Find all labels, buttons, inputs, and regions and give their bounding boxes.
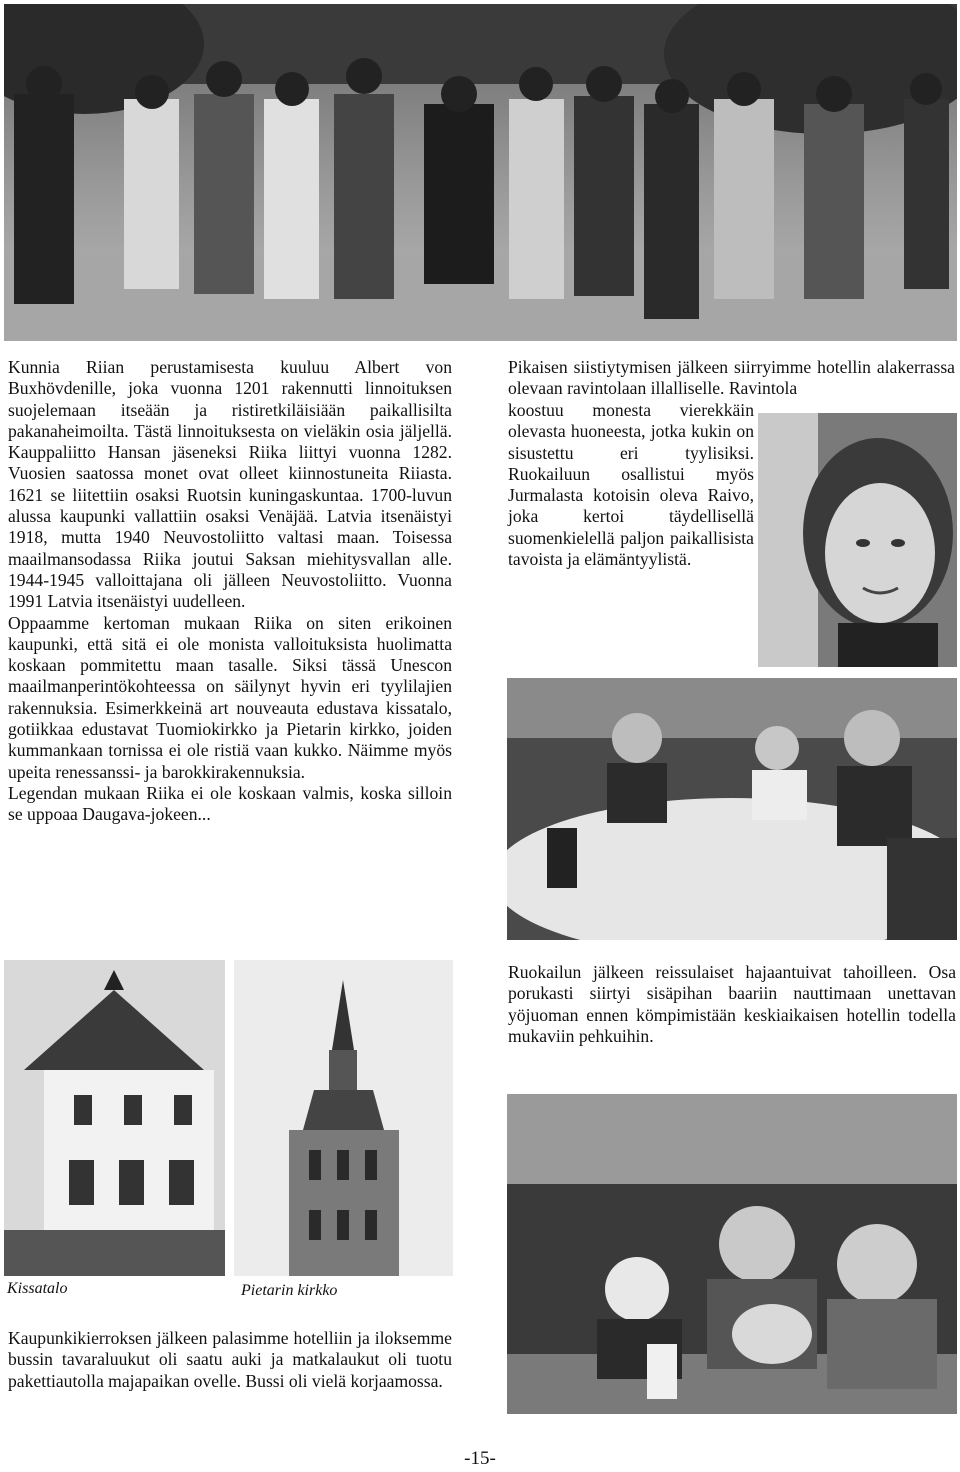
history-paragraph: Kunnia Riian perustamisesta kuuluu Albert von Buxhövdenille, joka vuonna 1201 rakennutti linnoituksen suojelemaan itseään ja ristiretkiläisiään paikallisilta pakanaheimoilta. Tästä linnoituksesta on vieläkin osia jäljellä. Kauppaliitto Hansan jäseneksi Riika liittyi vuonna 1282. Vuosien saatossa monet ovat olleet kiinnostuneita Riiasta. 1621 se liitettiin osaksi Ruotsin kuningaskuntaa. 1700-luvun alussa kaupunki vallattiin osaksi Venäjää. Latvia itsenäistyi 1918, mutta 1940 Neuvostoliitto valtasi maan. Toisessa maailmansodassa Riika joutui Saksan miehitysvallan alle. 1944-1945 valloittajana oli jälleen Neuvostoliitto. Vuonna 1991 Latvia itsenäistyi uudelleen. (8, 357, 452, 612)
guide-portrait-photo (758, 413, 957, 667)
dinner-image (507, 678, 957, 940)
pietarin-kirkko-photo (234, 960, 453, 1276)
bottom-left-text: Kaupunkikierroksen jälkeen palasimme hotelliin ja iloksemme bussin tavaraluukut oli saatu auki ja matkalaukut oli tuotu pakettiautolla majapaikan ovelle. Bussi oli vielä korjaamossa. (8, 1328, 452, 1391)
pietarin-kirkko-caption: Pietarin kirkko (241, 1282, 338, 1299)
bar-photo (507, 1094, 957, 1414)
city-paragraph: Oppaamme kertoman mukaan Riika on siten erikoinen kaupunki, että sitä ei ole monista valloituksista huolimatta koskaan pommitettu maan tasalle. Siksi tässä Unescon maailmanperintökohteessa on säilynyt hyvin eri tyylilajien rakennuksia. Esimerkkeinä art nouveauta edustava kissatalo, gotiikkaa edustavat Tuomiokirkko ja Pietarin kirkko, joiden kummankaan tornissa ei ole ristiä vaan kukko. Näimme myös upeita renessanssi- ja barokkirakennuksia. (8, 612, 452, 782)
kissatalo-photo (4, 960, 225, 1276)
page-number: -15- (464, 1448, 496, 1469)
after-dinner-text: Ruokailun jälkeen reissulaiset hajaantuivat tahoilleen. Osa porukasti siirtyi sisäpihan baariin nauttimaan unettavan yöjuoman ennen kömpimistään keskiaikaisen hotellin todella mukaviin pehkuihin. (508, 962, 956, 1046)
right-intro-wide: Pikaisen siistiytymisen jälkeen siirryimme hotellin alakerrassa olevaan ravintolaan illalliselle. Ravintola (508, 357, 955, 399)
right-intro-narrow: koostuu monesta vierekkäin olevasta huoneesta, jotka kukin on sisustettu eri tyylisiksi. Ruokailuun osallistui myös Jurmalasta kotoisin oleva Raivo, joka kertoi täydellisellä suomenkielellä paljon paikallisista tavoista ja elämäntyylistä. (508, 400, 754, 570)
guide-portrait-image (758, 413, 957, 667)
pietarin-kirkko-image (234, 960, 453, 1276)
group-tour-image (4, 4, 957, 341)
legend-paragraph: Legendan mukaan Riika ei ole koskaan valmis, koska silloin se uppoaa Daugava-jokeen... (8, 782, 452, 825)
dinner-photo (507, 678, 957, 940)
left-column-text (8, 357, 452, 826)
kissatalo-caption: Kissatalo (7, 1280, 68, 1297)
bar-image (507, 1094, 957, 1414)
group-tour-photo (4, 4, 957, 341)
kissatalo-image (4, 960, 225, 1276)
